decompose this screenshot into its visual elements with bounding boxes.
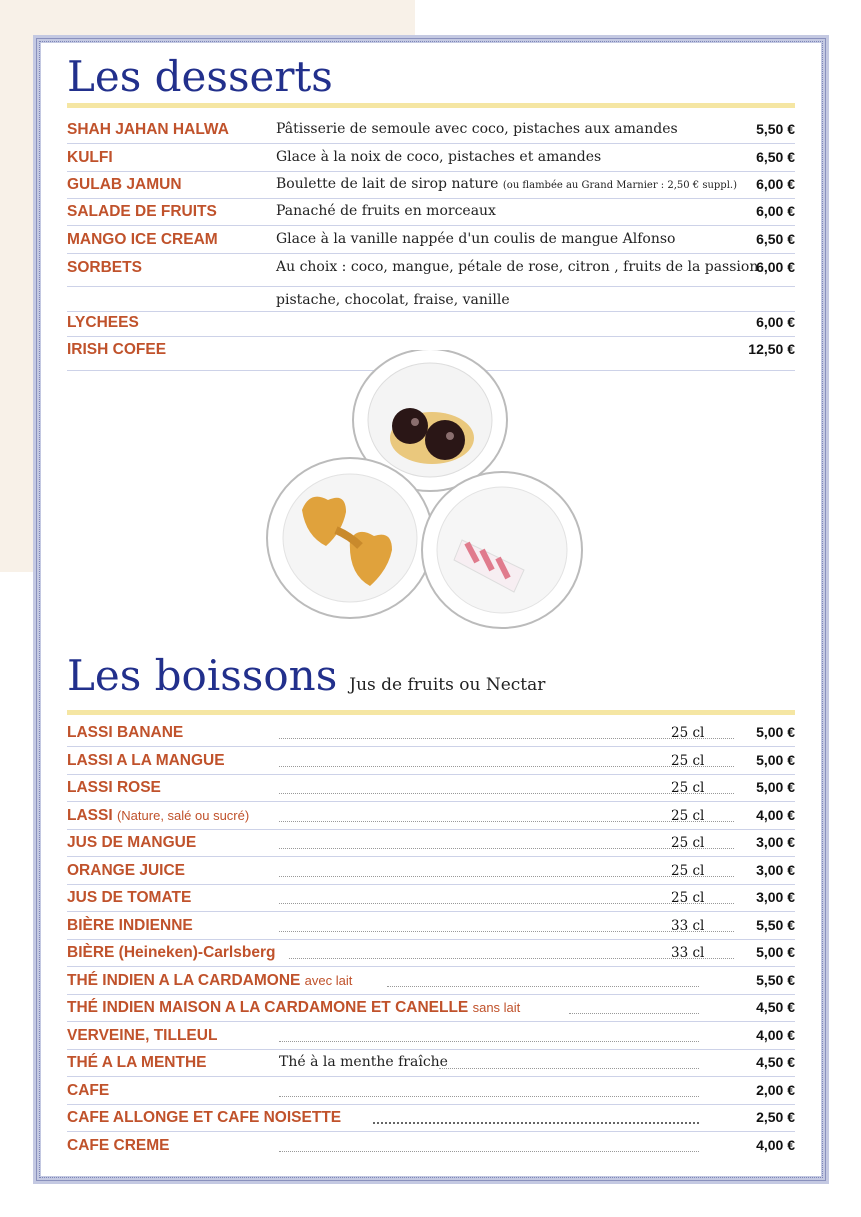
drink-name: CAFE ALLONGE ET CAFE NOISETTE xyxy=(67,1109,342,1126)
dessert-desc: Boulette de lait de sirop nature (ou flambée au Grand Marnier : 2,50 € suppl.) xyxy=(276,176,737,192)
leader-dots xyxy=(439,1068,699,1069)
leader-dots xyxy=(279,766,734,767)
dessert-name: SALADE DE FRUITS xyxy=(67,203,217,220)
boissons-title-rule xyxy=(67,710,795,715)
dessert-desc: Au choix : coco, mangue, pétale de rose, citron , fruits de la passion xyxy=(276,259,759,275)
drink-row xyxy=(67,719,795,747)
leader-dots xyxy=(279,1151,699,1152)
leader-dots xyxy=(279,821,734,822)
leader-dots xyxy=(279,903,734,904)
dessert-price: 5,50 € xyxy=(756,121,795,137)
desserts-title: Les desserts xyxy=(67,52,333,101)
leader-dots xyxy=(387,986,699,987)
drink-row xyxy=(67,857,795,885)
drink-name: LASSI (Nature, salé ou sucré) xyxy=(67,807,250,824)
drink-name: LASSI ROSE xyxy=(67,779,161,796)
boissons-subtitle: Jus de fruits ou Nectar xyxy=(349,675,546,695)
drink-row xyxy=(67,939,795,967)
drink-row xyxy=(67,747,795,775)
drink-price: 4,00 € xyxy=(756,1137,795,1153)
dessert-price: 6,50 € xyxy=(756,149,795,165)
dessert-desc: Pâtisserie de semoule avec coco, pistaches aux amandes xyxy=(276,121,678,137)
dessert-row xyxy=(67,226,795,254)
drink-price: 4,50 € xyxy=(756,1054,795,1070)
dessert-price: 6,00 € xyxy=(756,259,795,275)
drink-price: 3,00 € xyxy=(756,862,795,878)
dessert-name: KULFI xyxy=(67,149,113,166)
drink-name: CAFE xyxy=(67,1082,110,1099)
leader-dots xyxy=(279,848,734,849)
dessert-row xyxy=(67,309,795,337)
drink-volume: 25 cl xyxy=(671,835,705,851)
drink-price: 4,00 € xyxy=(756,807,795,823)
drink-name: JUS DE TOMATE xyxy=(67,889,192,906)
drink-price: 5,50 € xyxy=(756,972,795,988)
dessert-desc: Glace à la vanille nappée d'un coulis de mangue Alfonso xyxy=(276,231,676,247)
drink-row xyxy=(67,967,795,995)
drink-price: 5,00 € xyxy=(756,944,795,960)
drink-volume: 25 cl xyxy=(671,780,705,796)
drink-price: 5,00 € xyxy=(756,752,795,768)
drink-row xyxy=(67,1049,795,1077)
dessert-row xyxy=(67,144,795,172)
drink-volume: 25 cl xyxy=(671,725,705,741)
drink-volume: 33 cl xyxy=(671,918,705,934)
drink-note: (Nature, salé ou sucré) xyxy=(116,808,250,823)
drink-name: THÉ A LA MENTHE xyxy=(67,1054,207,1071)
drink-desc: Thé à la menthe fraîche xyxy=(279,1054,448,1070)
drink-price: 4,50 € xyxy=(756,999,795,1015)
drink-row xyxy=(67,802,795,830)
drink-name: JUS DE MANGUE xyxy=(67,834,197,851)
drink-row xyxy=(67,1132,795,1159)
drink-name: THÉ INDIEN A LA CARDAMONE avec lait xyxy=(67,972,353,989)
drink-price: 5,00 € xyxy=(756,724,795,740)
leader-dots xyxy=(279,793,734,794)
leader-dots xyxy=(373,1122,699,1124)
dessert-row xyxy=(67,116,795,144)
dessert-desc-continued: pistache, chocolat, fraise, vanille xyxy=(276,292,510,308)
dessert-row xyxy=(67,171,795,199)
dessert-name: SORBETS xyxy=(67,259,142,276)
drink-row xyxy=(67,884,795,912)
leader-dots xyxy=(279,1096,699,1097)
drink-price: 2,50 € xyxy=(756,1109,795,1125)
desserts-title-rule xyxy=(67,103,795,108)
drink-name: LASSI A LA MANGUE xyxy=(67,752,225,769)
dessert-row xyxy=(67,254,795,287)
drink-row xyxy=(67,829,795,857)
drink-name: BIÈRE INDIENNE xyxy=(67,917,193,934)
dessert-name: GULAB JAMUN xyxy=(67,176,182,193)
dessert-name: LYCHEES xyxy=(67,314,139,331)
dessert-name: IRISH COFEE xyxy=(67,341,167,358)
leader-dots xyxy=(279,931,734,932)
dessert-desc-note: (ou flambée au Grand Marnier : 2,50 € suppl.) xyxy=(502,180,737,191)
dessert-desc: Panaché de fruits en morceaux xyxy=(276,203,496,219)
dessert-name: MANGO ICE CREAM xyxy=(67,231,218,248)
drink-row xyxy=(67,1022,795,1050)
dessert-price: 6,00 € xyxy=(756,314,795,330)
dessert-name: SHAH JAHAN HALWA xyxy=(67,121,229,138)
drink-volume: 33 cl xyxy=(671,945,705,961)
leader-dots xyxy=(279,1041,699,1042)
drink-volume: 25 cl xyxy=(671,863,705,879)
drink-name: LASSI BANANE xyxy=(67,724,184,741)
drink-price: 2,00 € xyxy=(756,1082,795,1098)
dessert-price: 12,50 € xyxy=(748,341,795,357)
dessert-price: 6,00 € xyxy=(756,176,795,192)
drink-row xyxy=(67,912,795,940)
leader-dots xyxy=(569,1013,699,1014)
drink-note: avec lait xyxy=(304,973,353,988)
leader-dots xyxy=(289,958,734,959)
drink-price: 5,00 € xyxy=(756,779,795,795)
drink-volume: 25 cl xyxy=(671,753,705,769)
drink-row xyxy=(67,1077,795,1105)
drink-name: ORANGE JUICE xyxy=(67,862,185,879)
dessert-desc: Glace à la noix de coco, pistaches et amandes xyxy=(276,149,602,165)
drink-name: BIÈRE (Heineken)-Carlsberg xyxy=(67,944,276,961)
leader-dots xyxy=(279,876,734,877)
drink-price: 5,50 € xyxy=(756,917,795,933)
drink-name: THÉ INDIEN MAISON A LA CARDAMONE ET CANELLE sans lait xyxy=(67,999,521,1016)
drink-price: 3,00 € xyxy=(756,834,795,850)
boissons-title: Les boissons Jus de fruits ou Nectar xyxy=(67,651,546,700)
leader-dots xyxy=(279,738,734,739)
dessert-price: 6,00 € xyxy=(756,203,795,219)
drink-price: 4,00 € xyxy=(756,1027,795,1043)
drink-row xyxy=(67,774,795,802)
dessert-row xyxy=(67,198,795,226)
drink-row xyxy=(67,994,795,1022)
drink-price: 3,00 € xyxy=(756,889,795,905)
dessert-plates-photo xyxy=(262,350,587,635)
drink-volume: 25 cl xyxy=(671,808,705,824)
drink-row xyxy=(67,1104,795,1132)
drink-name: VERVEINE, TILLEUL xyxy=(67,1027,218,1044)
drink-note: sans lait xyxy=(472,1000,521,1015)
drink-name: CAFE CREME xyxy=(67,1137,170,1154)
dessert-price: 6,50 € xyxy=(756,231,795,247)
drink-volume: 25 cl xyxy=(671,890,705,906)
